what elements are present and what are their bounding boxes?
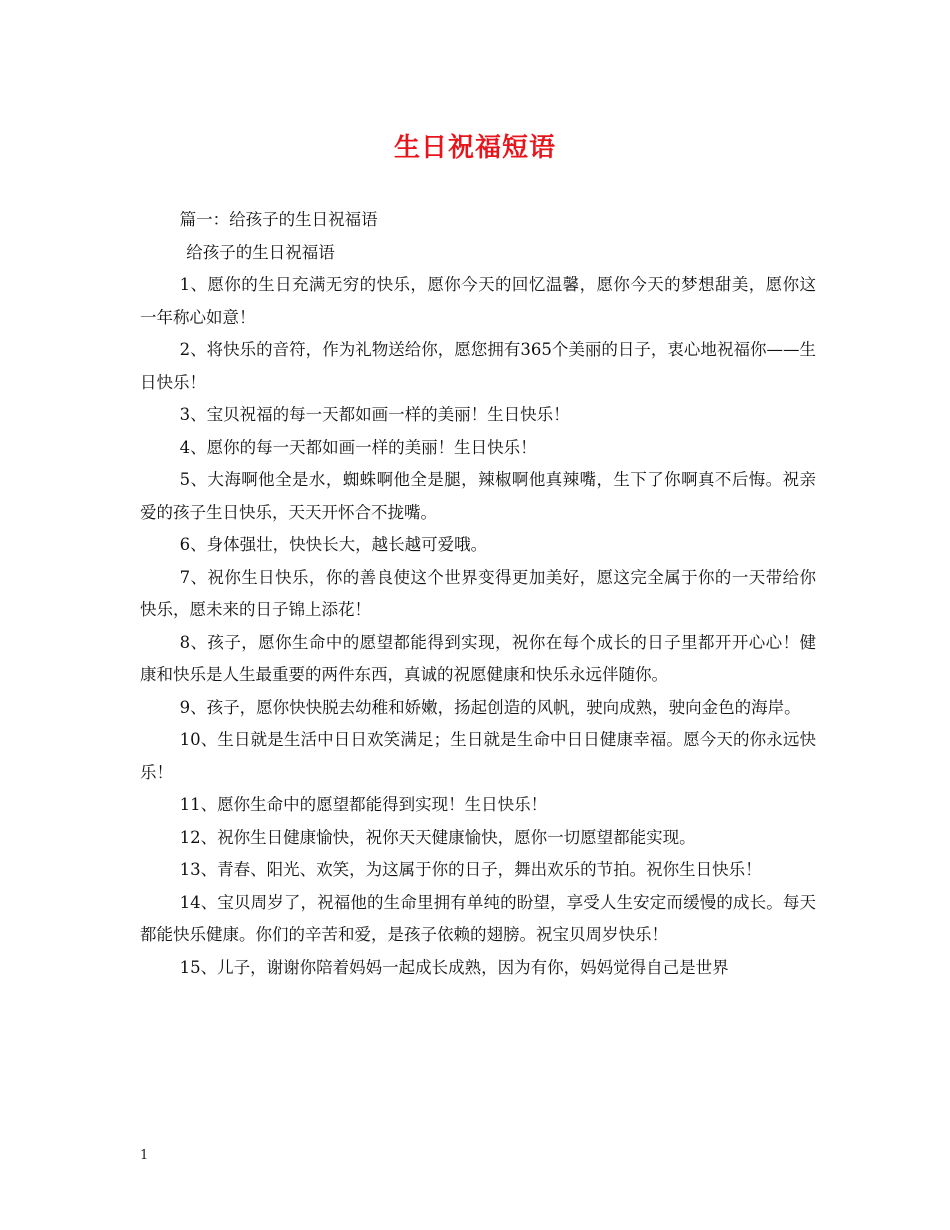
wish-item-14: 14、宝贝周岁了，祝福他的生命里拥有单纯的盼望，享受人生安定而缓慢的成长。每天都能快乐健康。你们的辛苦和爱，是孩子依赖的翅膀。祝宝贝周岁快乐！ [140, 892, 816, 944]
wish-item-12: 12、祝你生日健康愉快，祝你天天健康愉快，愿你一切愿望都能实现。 [179, 827, 696, 847]
wish-item-6: 6、身体强壮，快快长大，越长越可爱哦。 [179, 535, 488, 554]
wish-item-11: 11、愿你生命中的愿望都能得到实现！生日快乐！ [179, 795, 548, 814]
wish-item-9: 9、孩子，愿你快快脱去幼稚和娇嫩，扬起创造的风帆，驶向成熟，驶向金色的海岸。 [179, 697, 801, 717]
wish-item-1: 1、愿你的生日充满无穷的快乐，愿你今天的回忆温馨，愿你今天的梦想甜美，愿你这一年称心如意！ [140, 275, 816, 327]
wish-item-2: 2、将快乐的音符，作为礼物送给你，愿您拥有365个美丽的日子，衷心地祝福你——生日快乐！ [140, 340, 816, 392]
wish-item-3: 3、宝贝祝福的每一天都如画一样的美丽！生日快乐！ [179, 405, 570, 424]
wish-item-13: 13、青春、阳光、欢笑，为这属于你的日子，舞出欢乐的节拍。祝你生日快乐！ [179, 860, 762, 879]
document-title: 生日祝福短语 [393, 133, 556, 163]
wish-item-15: 15、儿子，谢谢你陪着妈妈一起成长成熟，因为有你，妈妈觉得自己是世界 [179, 957, 729, 977]
document-body [140, 204, 816, 984]
page-number: 1 [140, 1148, 149, 1163]
section-heading: 篇一：给孩子的生日祝福语 [179, 210, 378, 229]
wish-item-4: 4、愿你的每一天都如画一样的美丽！生日快乐！ [179, 437, 537, 457]
wish-item-5: 5、大海啊他全是水，蜘蛛啊他全是腿，辣椒啊他真辣嘴，生下了你啊真不后悔。祝亲爱的孩子生日快乐，天天开怀合不拢嘴。 [140, 470, 816, 522]
wish-item-10: 10、生日就是生活中日日欢笑满足；生日就是生命中日日健康幸福。愿今天的你永远快乐！ [140, 730, 816, 782]
subheading: 给孩子的生日祝福语 [186, 242, 335, 262]
wish-item-8: 8、孩子，愿你生命中的愿望都能得到实现，祝你在每个成长的日子里都开开心心！健康和快乐是人生最重要的两件东西，真诚的祝愿健康和快乐永远伴随你。 [140, 632, 816, 684]
wish-item-7: 7、祝你生日快乐，你的善良使这个世界变得更加美好，愿这完全属于你的一天带给你快乐，愿未来的日子锦上添花！ [140, 567, 816, 619]
